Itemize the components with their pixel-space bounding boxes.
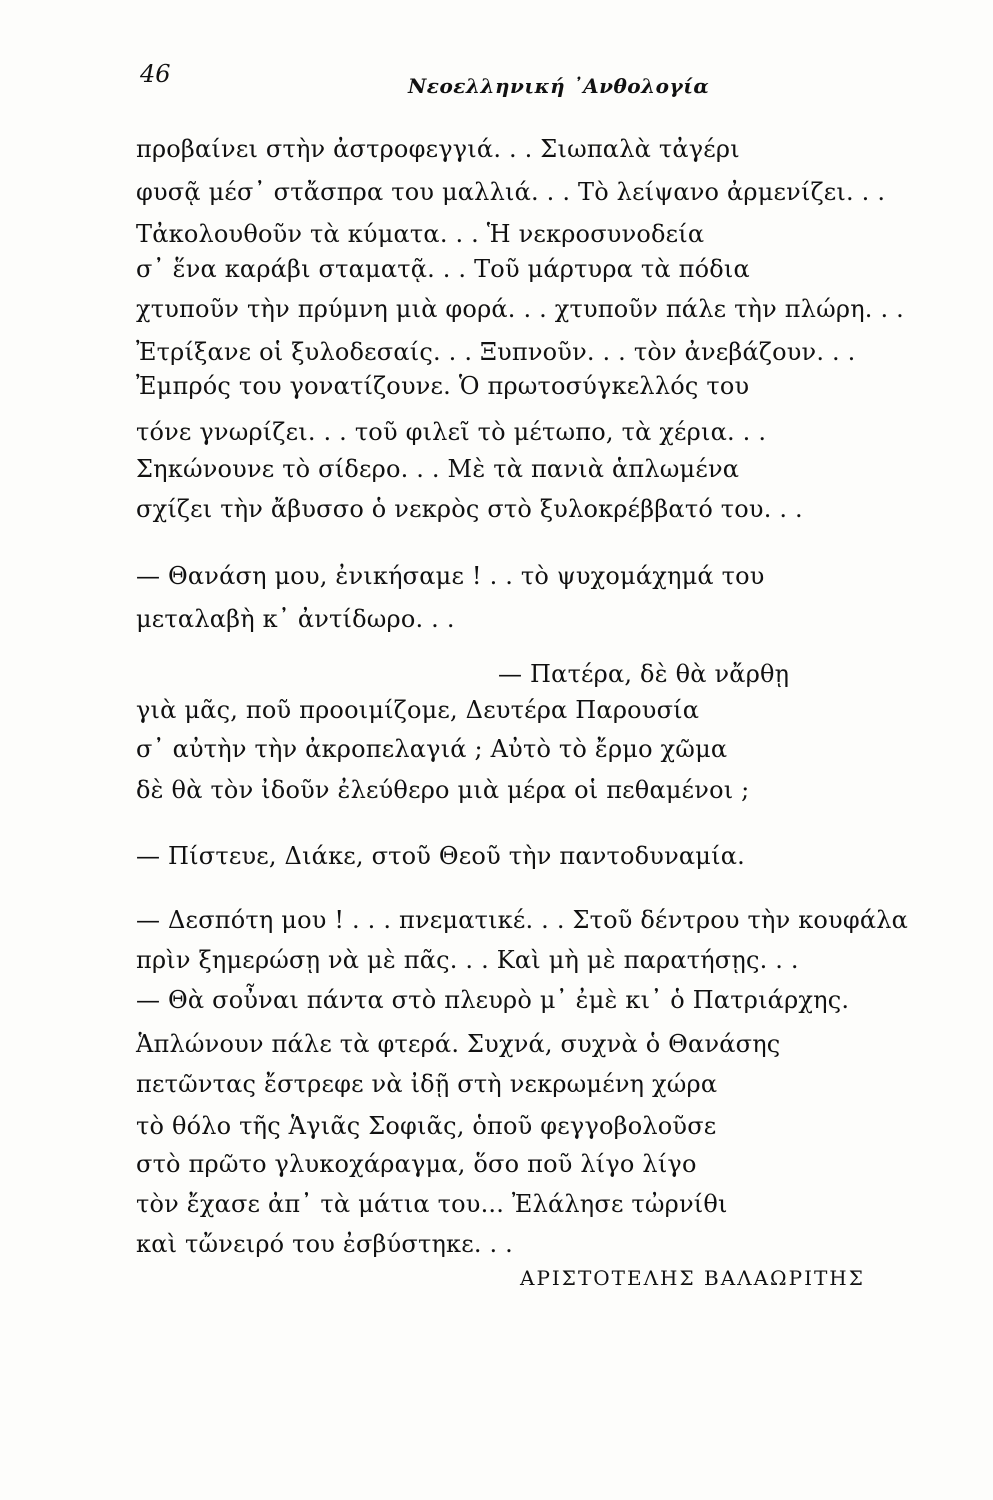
poem-line: μεταλαβὴ κ᾿ ἀντίδωρο. . . [136,605,455,633]
poem-line: γιὰ μᾶς, ποῦ προοιμίζομε, Δευτέρα Παρουσία [136,696,700,724]
poem-line: τὸν ἔχασε ἀπ᾿ τὰ μάτια του... Ἐλάλησε τὠρνίθι [136,1190,728,1218]
poem-line: — Θὰ σοὖναι πάντα στὸ πλευρὸ μ᾿ ἐμὲ κι᾿ ὁ Πατριάρχης. [136,986,850,1014]
poem-line: τὸ θόλο τῆς Ἁγιᾶς Σοφιᾶς, ὁποῦ φεγγοβολοῦσε [136,1112,717,1140]
poem-line: σχίζει τὴν ἄβυσσο ὁ νεκρὸς στὸ ξυλοκρέββατό του. . . [136,495,803,523]
poem-line: χτυποῦν τὴν πρύμνη μιὰ φορά. . . χτυποῦν πάλε τὴν πλώρη. . . [136,295,904,323]
poem-line: Σηκώνουνε τὸ σίδερο. . . Μὲ τὰ πανιὰ ἁπλωμένα [136,455,740,483]
poem-line: Ἁπλώνουν πάλε τὰ φτερά. Συχνά, συχνὰ ὁ Θανάσης [136,1030,781,1058]
poem-line: τόνε γνωρίζει. . . τοῦ φιλεῖ τὸ μέτωπο, τὰ χέρια. . . [136,418,767,446]
running-title: Νεοελληνική ᾿Ανθολογία [408,74,710,98]
poem-line: πετῶντας ἔστρεφε νὰ ἰδῇ στὴ νεκρωμένη χώρα [136,1070,718,1098]
poem-line: — Θανάση μου, ἐνικήσαμε ! . . τὸ ψυχομάχημά του [136,562,765,590]
poem-line: στὸ πρῶτο γλυκοχάραγμα, ὅσο ποῦ λίγο λίγο [136,1150,697,1178]
author-signature: ΑΡΙΣΤΟΤΕΛΗΣ ΒΑΛΑΩΡΙΤΗΣ [520,1266,865,1290]
poem-line: — Πίστευε, Διάκε, στοῦ Θεοῦ τὴν παντοδυναμία. [136,842,745,870]
poem-line: δὲ θὰ τὸν ἰδοῦν ἐλεύθερο μιὰ μέρα οἱ πεθαμένοι ; [136,776,750,804]
poem-line: φυσᾷ μέσ᾿ στἄσπρα του μαλλιά. . . Τὸ λείψανο ἀρμενίζει. . . [136,178,886,206]
poem-line: σ᾿ αὐτὴν τὴν ἀκροπελαγιά ; Αὐτὸ τὸ ἔρμο χῶμα [136,735,728,763]
poem-line: σ᾿ ἕνα καράβι σταματᾷ. . . Τοῦ μάρτυρα τὰ πόδια [136,255,750,283]
poem-line: Ἐτρίξανε οἱ ξυλοδεσαίς. . . Ξυπνοῦν. . . τὸν ἀνεβάζουν. . . [136,338,856,366]
poem-line: — Δεσπότη μου ! . . . πνεματικέ. . . Στοῦ δέντρου τὴν κουφάλα [136,906,909,934]
poem-line: καὶ τὤνειρό του ἐσβύστηκε. . . [136,1230,514,1258]
page-number: 46 [140,60,171,88]
poem-line: προβαίνει στὴν ἀστροφεγγιά. . . Σιωπαλὰ τἀγέρι [136,135,740,163]
poem-line: Τἀκολουθοῦν τὰ κύματα. . . Ἡ νεκροσυνοδεία [136,220,705,248]
poem-line: πρὶν ξημερώσῃ νὰ μὲ πᾶς. . . Καὶ μὴ μὲ παρατήσῃς. . . [136,946,799,974]
poem-line: Ἐμπρός του γονατίζουνε. Ὁ πρωτοσύγκελλός του [136,372,750,400]
poem-line: — Πατέρα, δὲ θὰ νἄρθῃ [498,660,790,688]
